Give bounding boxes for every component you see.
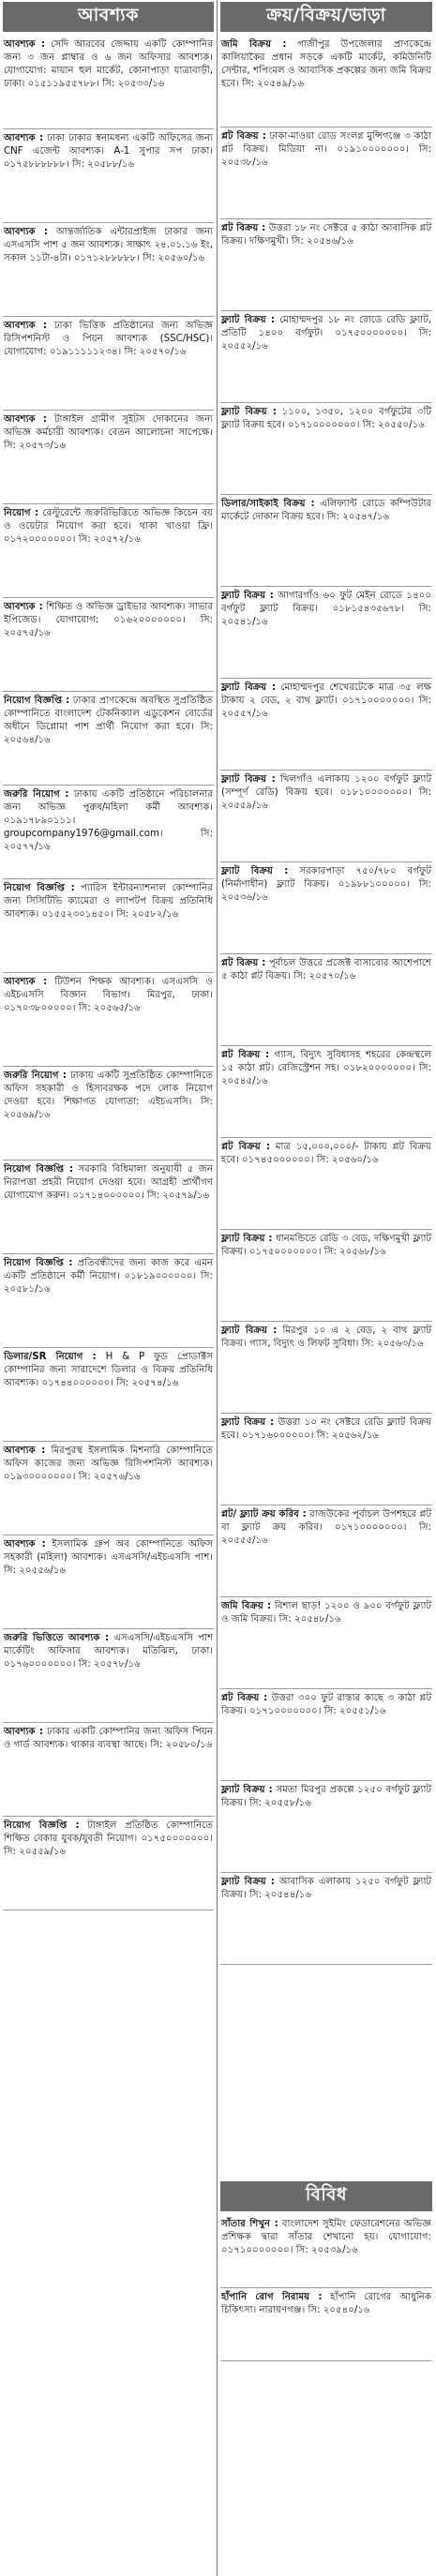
ad-heading: নিয়োগ বিজ্ঞপ্তি :: [4, 1164, 73, 1175]
ad-heading: ডিলার/সাইকাই বিক্রয় :: [221, 499, 315, 509]
classified-ad: [220, 403, 432, 495]
ad-text: প্যারিস ইন্টারন্যাশনাল কোম্পানির জন্য সিসিটিভি ক্যামেরা ও ল্যাপটপ বিক্রয় প্রতিনিধি আবশ্যক। ০১৫৫২৩০১৪৫০। সি: ২০৫৮২/১৬: [4, 883, 213, 921]
ad-heading: জমি বিক্রয় :: [221, 1601, 272, 1611]
ad-heading: ডিলার/SR নিয়োগ :: [4, 1352, 97, 1362]
right-column: [218, 0, 435, 2576]
classified-ad: [3, 598, 214, 692]
ad-text: আবাসিক এলাকায় ১২৫০ বর্গফুট ফ্ল্যাট বিক্রয়। সি: ২০৫৪৪/১৬: [221, 1877, 431, 1901]
ad-heading: প্লট বিক্রয় :: [221, 958, 266, 968]
classified-ad: [3, 1442, 214, 1535]
ad-heading: জরুরি ভিত্তিতে আবশ্যক :: [4, 1633, 110, 1643]
ad-heading: আবশ্যক :: [4, 321, 47, 331]
ad-heading: আবশ্যক :: [4, 227, 48, 237]
classified-ad: [3, 1629, 214, 1723]
classified-ad: [220, 1781, 432, 1873]
ad-text: ঢাকায় একটি প্রতিষ্ঠানে পরিচালনার জন্য অভিজ্ঞ পুরুষ/মহিলা কর্মী আবশ্যক। ০১৯১৭৮৯০১১১। groupcompany1976@gmail.com। সি: ২০৫৭৭/১৬: [4, 789, 213, 853]
classified-ad: [220, 311, 432, 403]
ad-heading: ফ্ল্যাট বিক্রয় :: [221, 1234, 273, 1244]
ad-heading: ফ্ল্যাট বিক্রয় :: [221, 682, 277, 693]
ad-text: প্রতিবন্ধীদের জন্য কাজ করে এমন একটি প্রতিষ্ঠানে কর্মী নিয়োগ। ০১৮১৯০০০০০০। সি: ২০৫৮১/১৬: [4, 1258, 213, 1295]
classified-ad: [220, 1230, 432, 1322]
ad-text: ঢাকায় একটি সুপ্রতিষ্ঠিত কোম্পানিতে অফিস সহকারী ও হিসাবরক্ষক পদে লোক নিয়োগ দেওয়া হবে। শিক্ষাগত যোগ্যতা: এইচএসসি। সি: ২০৫৬৯/১৬: [4, 1071, 213, 1121]
ad-text: মাত্র ১৫,০০০,০০০/- টাকায় প্লট বিক্রয় হবে। ০১৭৪৫০০০০০০। সি: ২০৫৬০/১৬: [221, 1142, 432, 1166]
classified-ad: [220, 36, 432, 127]
ad-heading: নিয়োগ বিজ্ঞপ্তি :: [4, 1820, 80, 1831]
ad-text: আন্তর্জাতিক এন্টারপ্রাইজ ঢাকার জন্য এসএসসি পাশ ৫ জন আবশ্যক। সাক্ষাৎ ২৪.০১.১৬ ইং, সকাল ১১টা-৪টা। ০১৭১২৮৮৮৮৮। সি: ২০৫৬০/১৬: [4, 227, 213, 264]
classified-ad: [220, 862, 432, 954]
ad-text: টাঙ্গাইল গ্রামীণ সুইটস দোকানের জন্য অভিজ্ঞ কর্মচারী আবশ্যক। বেতন আলোচনা সাপেক্ষে। সি: ২০৫৭৩/১৬: [4, 414, 213, 452]
ad-text: ঢাকার প্রাণকেন্দ্রে অবস্থিত সুপ্রতিষ্ঠিত কোম্পানিতে বাংলাদেশ টেকনিক্যাল এডুকেশন বোর্ডের অধীনে ডিপ্লোমা পাশ প্রার্থী নিয়োগ করা হবে। সি: ২০৫৬৪/১৬: [4, 696, 213, 746]
section-title-wanted: আবশ্যক: [3, 2, 214, 32]
ad-heading: ফ্ল্যাট বিক্রয় :: [221, 591, 274, 601]
ad-text: টাঙ্গাইল প্রতিষ্ঠিত কোম্পানিতে শিক্ষিত বেকার যুবক/যুবতী নিয়োগ। ০১৭৫০০০০০০০। সি: ২০৫৫৯/১৬: [4, 1820, 213, 1858]
ad-text: ঢাকা-মাওয়া রোড সংলগ্ন মুন্সিগঞ্জে ৩ কাঠা প্লট বিক্রয়। মিডিয়া না। ০১৯১০০০০০০০। সি: ২০৫৩৮/১৬: [221, 131, 431, 169]
classified-ad: [220, 1138, 432, 1230]
ad-heading: ফ্ল্যাট বিক্রয় :: [221, 1325, 278, 1336]
classified-ad: [220, 1689, 432, 1781]
classified-ad: [3, 1348, 214, 1442]
ad-heading: প্লট বিক্রয় :: [221, 223, 266, 233]
classified-ad: [3, 1254, 214, 1348]
section-title-buy-sell-rent: ক্রয়/বিক্রয়/ভাড়া: [220, 2, 432, 32]
classified-ad: [3, 504, 214, 598]
ad-text: সরকারপাড়া ৭৫০/৭৮০ বর্গফুট (নির্মাণাধীন) ফ্ল্যাট বিক্রয়। ০১৯৮৮১০০০০০। সি: ২০৫৩৬/১৬: [221, 866, 431, 904]
classified-ad: [3, 223, 214, 317]
ad-heading: আবশ্যক :: [4, 133, 44, 143]
ad-text: গ্যাস, বিদ্যুৎ সুবিধাসহ শহরের কেন্দ্রস্থলে ১৫ কাঠা প্লট। রেজিস্ট্রেশন সহ। ০১৮২০০০০০০০। সি: ২০৫৪৫/১৬: [221, 1050, 431, 1087]
ad-text: ধানমন্ডিতে রেডি ৩ বেড, দক্ষিণমুখী ফ্ল্যাট বিক্রয়। ০১৭৫০০০০০০০। সি: ২০৫৬৮/১৬: [221, 1234, 431, 1258]
ad-text: রাজউকের পূর্বাচল উপশহরে প্লট বা ফ্ল্যাট ক্রয় করিব। ০১৭১০০০০০০০। সি: ২০৫৫৫/১৬: [221, 1509, 432, 1547]
ad-heading: নিয়োগ :: [4, 508, 39, 518]
ad-text: টিউশন শিক্ষক আবশ্যক। এসএসসি ও এইচএসসি বিজ্ঞান বিভাগ। মিরপুর, ঢাকা। ০১৭০৩৮০০০০০। সি: ২০৫৬৫/১৬: [4, 977, 213, 1014]
ad-text: উত্তরা ১৮ নং সেক্টরে ৫ কাঠা আবাসিক প্লট বিক্রয়। দক্ষিণমুখী। সি: ২০৫৪৬/১৬: [221, 223, 431, 247]
ad-heading: হাঁপানি রোগ নিরাময় :: [221, 2292, 323, 2302]
ad-text: ঢাকা ঢাকার স্বনামধন্য একটি অফিসের জন্য CNF এজেন্ট আবশ্যক। A-1 সুপার সপ ঢাকা। ০১৭৫৮৮৮৮৮৮। সি: ২০৫৮৮/১৬: [4, 133, 213, 171]
classified-ad: [3, 1161, 214, 1254]
ad-heading: আবশ্যক :: [4, 1539, 46, 1550]
ad-text: হাঁপানি রোগের আধুনিক চিকিৎসা। নারায়ণগঞ্জ। সি: ২০৫৪০/১৬: [221, 2292, 431, 2316]
ad-text: ১১০০, ১৩৫০, ১২০০ বর্গফুটের ৩টি ফ্ল্যাট বিক্রয় হবে। ০১৭১০০০০০০০। সি: ২০৫৫০/১৬: [221, 407, 431, 431]
classified-ad: [220, 954, 432, 1046]
classified-ad: [220, 1046, 432, 1138]
classified-ad: [3, 1817, 214, 1910]
ad-heading: নিয়োগ বিজ্ঞপ্তি :: [4, 696, 70, 706]
classified-ad: [220, 495, 432, 587]
ad-heading: ফ্ল্যাট বিক্রয় :: [221, 774, 276, 785]
ad-heading: নিয়োগ বিজ্ঞপ্তি :: [4, 883, 75, 893]
classified-ad: [3, 1535, 214, 1629]
ad-heading: জরুরি নিয়োগ :: [4, 789, 69, 800]
ad-heading: প্লট বিক্রয় :: [221, 1050, 270, 1060]
ad-heading: প্লট বিক্রয় :: [221, 1693, 268, 1703]
classified-ad: [220, 1873, 432, 1965]
ad-heading: জমি বিক্রয় :: [221, 39, 287, 50]
ad-text: মিরপুর ১০ এ ২ বেড, ২ বাথ ফ্ল্যাট বিক্রয়। গ্যাস, বিদ্যুৎ ও লিফট সুবিধা। সি: ২০৫৬৩/১৬: [221, 1325, 431, 1350]
classified-ad: [3, 129, 214, 223]
ad-heading: ফ্ল্যাট বিক্রয় :: [221, 315, 276, 325]
misc-ads-list: [220, 2215, 432, 2576]
classified-ad: [220, 219, 432, 311]
classified-ad: [3, 36, 214, 129]
ad-heading: আবশ্যক :: [4, 602, 43, 612]
section-title-miscellaneous: বিবিধ: [220, 2181, 432, 2211]
ad-text: এলিফ্যান্ট রোডে কম্পিউটার মার্কেটে দোকান বিক্রয় হবে। সি: ২০৫৪৭/১৬: [221, 499, 432, 523]
ad-text: সরকারি বিধিমালা অনুযায়ী ৫ জন নিরাপত্তা প্রহরী নিয়োগ দেওয়া হবে। আগ্রহী প্রার্থীগণ যোগাযোগ করুন। ০১৭১৪০০০০০০। সি: ২০৫৭৯/১৬: [4, 1164, 213, 1202]
buy-sell-ads-list: [220, 36, 432, 2179]
ad-heading: ফ্ল্যাট বিক্রয় :: [221, 1417, 275, 1428]
ad-text: H & P ফুড প্রোডাক্টস কোম্পানির জন্য সারাদেশে ডিলার ও বিক্রয় প্রতিনিধি আবশ্যক। ০১৭৪৪০০০০০০। সি: ২০৫৭৪/১৬: [4, 1352, 213, 1389]
ad-text: উত্তরা ৩০০ ফুট রাস্তার কাছে ৩ কাঠা প্লট বিক্রয়। ০১৭১০০০০০০০। সি: ২০৫৫১/১৬: [221, 1693, 431, 1717]
ad-heading: সাঁতার শিখুন :: [221, 2219, 278, 2229]
ad-text: উত্তরা ১০ নং সেক্টরে রেডি ফ্ল্যাট বিক্রয় হবে। ০১৭১৬০০০০০০। সি: ২০৫৬২/১৬: [221, 1417, 431, 1442]
classified-ad: [220, 679, 432, 771]
ad-text: খিলগাঁও এলাকায় ১২০০ বর্গফুট ফ্ল্যাট (সম্পূর্ণ রেডি) বিক্রয় হবে। ০১৮১০০০০০০০। সি: ২০৫৫৯/১৬: [221, 774, 431, 812]
classified-ad: [220, 1322, 432, 1414]
ad-text: এসএসসি/এইচএসসি পাশ মার্কেটিং অফিসার আবশ্যক। মতিঝিল, ঢাকা। ০১৭৬০০০০০০০। সি: ২০৫৭৮/১৬: [4, 1633, 213, 1670]
ad-heading: জরুরি নিয়োগ :: [4, 1071, 67, 1081]
ad-text: মিরপুরস্থ ইসলামিক মিশনারি কোম্পানিতে অফিস কাজের জন্য অভিজ্ঞ রিসিপশনিস্ট আবশ্যক। ০১৯৩০০০০০০০। সি: ২০৫৭৬/১৬: [4, 1445, 213, 1483]
classified-ad: [3, 692, 214, 786]
ad-text: সমতা মিরপুর প্রকল্পে ১২৫০ বর্গফুট ফ্ল্যাট বিক্রয়। সি: ২০৫৫৮/১৬: [221, 1785, 431, 1809]
classified-ad: [220, 1597, 432, 1689]
ad-heading: আবশ্যক :: [4, 414, 48, 425]
classified-ad: [220, 587, 432, 679]
ad-heading: ফ্ল্যাট বিক্রয় :: [221, 407, 277, 417]
classified-ad: [220, 2288, 432, 2361]
ad-text: ঢাকা ভিত্তিক প্রতিষ্ঠানের জন্য অভিজ্ঞ রিসিপশনিস্ট ও পিয়ন আবশ্যক (SSC/HSC)। যোগাযোগ: ০১৯১১১১১২৩৪। সি: ২০৫৭০/১৬: [4, 321, 213, 358]
ad-text: পূর্বাচল উত্তরে প্রজেক্ট বাসাবোর আশেপাশে ৫ কাঠা প্লট বিক্রয়। সি: ২০৫৭০/১৬: [221, 958, 432, 982]
ad-text: আগারগাঁও ৬০ ফুট মেইন রোডে ১৪০০ বর্গফুট ফ্ল্যাট বিক্রয়। ০১৮১৫৪৩৫৬৭৮। সি: ২০৫৪১/১৬: [221, 591, 431, 628]
ad-heading: ফ্ল্যাট বিক্রয় :: [221, 1877, 275, 1887]
classified-ad: [3, 973, 214, 1067]
ad-text: গাজীপুর উপজেলার প্রাণকেন্দ্রে কালিয়াকৈর প্রধান সড়কে একটি মার্কেট, কমিউনিটি সেন্টার, শপিংমল ও আবাসিক প্রকল্পের জন্য জমি বিক্রয় হবে। সি: ২০৫৪৯/১৬: [221, 39, 431, 90]
classified-ad: [3, 786, 214, 879]
ad-heading: প্লট বিক্রয় :: [221, 1142, 270, 1152]
ad-heading: আবশ্যক :: [4, 39, 46, 50]
ad-text: মোহাম্মদপুর শেখেরটেকে মাত্র ৩৫ লক্ষ টাকায় ২ বেড, ২ বাথ ফ্ল্যাট। ০১৭১০০০০০০০। সি: ২০৫৫৭/১৬: [221, 682, 432, 720]
wanted-ads-list: [3, 36, 214, 2576]
ad-heading: আবশ্যক :: [4, 1727, 43, 1737]
classified-ad: [3, 1723, 214, 1817]
ad-heading: প্লট বিক্রয় :: [221, 131, 266, 142]
classified-ad: [3, 879, 214, 973]
ad-text: শিক্ষিত ও অভিজ্ঞ ড্রাইভার আবশ্যক। সাভার ইপিজেড। যোগাযোগ: ০১৬২০০০০০০০। সি: ২০৫৭৫/১৬: [4, 602, 213, 639]
ad-text: ইসলামিক গ্রুপ অব কোম্পানিতে অফিস সহকারী (মহিলা) আবশ্যক। এসএসসি/এইচএসসি পাশ। সি: ২০৫৫৬/১৬: [4, 1539, 213, 1577]
ad-heading: আবশ্যক :: [4, 977, 48, 987]
classified-ad: [220, 1505, 432, 1597]
classified-ad: [220, 1414, 432, 1505]
classified-ad: [3, 411, 214, 504]
classified-ad: [220, 127, 432, 219]
ad-heading: ফ্ল্যাট বিক্রয় :: [221, 866, 289, 876]
classified-ad: [220, 2215, 432, 2288]
ad-text: সেদি আরবের জেদ্দায় একটি কোম্পানির জন্য ৩ জন প্লাম্বার ও ৬ জন অফিসার আবশ্যক। যোগাযোগ: মায়ান হুল মার্কেট, কোনাপাড়া যাত্রাবাড়ী, ঢাকা। ০১৫১১৯৫৫৭৮৮। সি: ২০৫৩৩/১৬: [4, 39, 213, 90]
ad-heading: নিয়োগ বিজ্ঞপ্তি :: [4, 1258, 73, 1268]
ad-heading: ফ্ল্যাট বিক্রয় :: [221, 1785, 273, 1795]
ad-text: মোহাম্মদপুর ১৮ নং রোডে রেডি ফ্ল্যাট, প্রতিটি ১৪০০ বর্গফুট। ০১৭৫০০০০০০০। সি: ২০৫৫২/১৬: [221, 315, 432, 352]
ad-text: ঢাকার একটি কোম্পানির জন্য অফিস পিয়ন ও গার্ড আবশ্যক। থাকার ব্যবস্থা আছে। সি: ২০৫৮০/১৬: [4, 1727, 213, 1751]
classified-ad: [3, 1067, 214, 1161]
ad-text: বাংলাদেশ সুইমিং ফেডারেশনের অভিজ্ঞ প্রশিক্ষক দ্বারা সাঁতার শেখানো হয়। যোগাযোগ: ০১৭১০০০০০০০। সি: ২০৫৩৯/১৬: [221, 2219, 431, 2256]
classified-ad: [3, 317, 214, 411]
classified-ad: [220, 771, 432, 862]
ad-heading: প্লট/ ফ্ল্যাট ক্রয় করিব :: [221, 1509, 307, 1520]
ad-text: রেস্টুরেন্টে জরুরিভিত্তিতে অভিজ্ঞ কিচেন বয় ও ওয়েটার নিয়োগ করা হবে। থাকা খাওয়া ফ্রি। ০১৭২০০০০০০০। সি: ২০৫৭২/১৬: [4, 508, 213, 546]
ad-heading: আবশ্যক :: [4, 1445, 46, 1456]
ad-text: বিশাল ছাড়! ১২০০ ও ৯০০ বর্গফুট ফ্ল্যাট ও জমি বিক্রয়। সি: ২০৫৪৮/১৬: [221, 1601, 431, 1625]
